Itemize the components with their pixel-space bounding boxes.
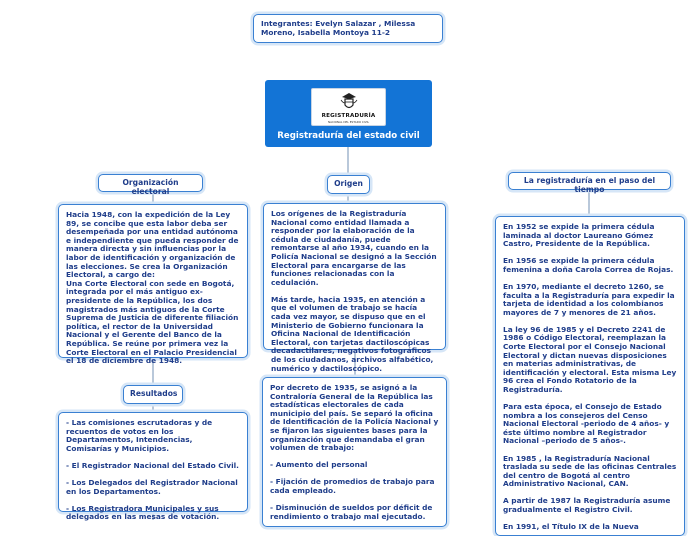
organizacion-detail[interactable]: [58, 204, 248, 366]
paso-del-tiempo-detail[interactable]: [495, 216, 685, 536]
logo-subtitle: NACIONAL DEL ESTADO CIVIL: [327, 120, 370, 124]
root-label: Registraduría del estado civil: [277, 131, 420, 141]
decreto-item: - Disminución de sueldos por déficit de rendimiento o trabajo mal ejecutado.: [270, 503, 433, 521]
organizacion-electoral-topic[interactable]: [98, 174, 203, 196]
origen-topic[interactable]: [327, 175, 370, 194]
timeline-entry: En 1985 , la Registraduría Nacional traslada su sede de las oficinas Centrales del centro de Bogotá al centro Administrativo Nacional, CAN.: [503, 453, 677, 489]
timeline-entry: En 1956 se expide la primera cédula femenina a doña Carola Correa de Rojas.: [503, 256, 674, 274]
coat-of-arms-icon: [339, 91, 359, 111]
resultados-item: - Las comisiones escrutadoras y de recuentos de votos en los Departamentos, Intendencias, Comisarías y Municipios.: [66, 418, 213, 453]
timeline-entry: A partir de 1987 la Registraduría asume gradualmente el Registro Civil.: [503, 496, 671, 515]
decreto-1935-detail[interactable]: [262, 377, 447, 527]
origen-detail[interactable]: [263, 203, 446, 373]
decreto-item: - Fijación de promedios de trabajo para cada empleado.: [270, 477, 435, 495]
timeline-entry: Para esta época, el Consejo de Estado nombra a los consejeros del Censo Nacional Electoral -periodo de 4 años- y éste último nombre al Registrador Nacional –periodo de 5 años-.: [503, 402, 670, 446]
root-topic[interactable]: [265, 80, 432, 147]
integrantes-box[interactable]: [253, 14, 443, 43]
timeline-entry: La ley 96 de 1985 y el Decreto 2241 de 1986 o Código Electoral, reemplazan la Corte Electoral por el Consejo Nacional Electoral y dictan nuevas disposiciones en materias administrativas, de identificación y electoral. Esta misma Ley 96 crea el Fondo Rotatorio de la Registraduría.: [503, 324, 677, 394]
paso-del-tiempo-topic[interactable]: [508, 172, 671, 194]
timeline-entry: En 1991, el Título IX de la Nueva: [503, 522, 639, 532]
origen-paragraph: Los orígenes de la Registraduría Nacional como entidad llamada a responder por la elaboración de la cédula de ciudadanía, puede remontarse al año 1934, cuando en la Policía Nacional se designó a la Sección Electoral para encargarse de las funciones relacionadas con la cedulación.: [271, 209, 437, 287]
registraduria-logo: [311, 88, 386, 126]
timeline-entry: En 1952 se expide la primera cédula laminada al doctor Laureano Gómez Castro, Presidente de la República.: [503, 222, 655, 249]
connector-line: [347, 193, 349, 203]
decreto-paragraph: Por decreto de 1935, se asignó a la Contraloría General de la República las estadísticas electorales de cada municipio del país. Se separó la oficina de Identificación de la Policía Nacional y se fijaron las siguientes bases para la organización que demandaba el gran volumen de trabajo:: [270, 383, 439, 453]
tiempo-label: La registraduría en el paso del tiempo: [523, 176, 656, 194]
origen-label: Origen: [334, 179, 363, 188]
resultados-detail[interactable]: [58, 412, 248, 522]
resultados-item: - El Registrador Nacional del Estado Civil.: [66, 460, 239, 470]
decreto-item: - Aumento del personal: [270, 460, 368, 470]
connector-line: [347, 147, 349, 174]
integrantes-text: Integrantes: Evelyn Salazar , Milessa Moreno, Isabella Montoya 11-2: [261, 19, 416, 37]
resultados-label: Resultados: [130, 389, 178, 398]
organizacion-paragraph: Hacia 1948, con la expedición de la Ley 89, se concibe que esta labor deba ser desempeñada por una entidad autónoma e independiente que pueda responder de manera directa y sin influencias por la labor de identificación y organización de las elecciones. Se crea la Organización Electoral, a cargo de: Una Corte Electoral con sede en Bogotá, integrada por el más antiguo ex-presidente de la República, los dos magistrados más antiguos de la Corte Suprema de Justicia de diferente filiación política, el rector de la Universidad Nacional y el Gerente del Banco de la República. Se reúne por primera vez la Corte Electoral en el Palacio Presidencial el 18 de diciembre de 1948.: [66, 210, 239, 366]
organizacion-label: Organización electoral: [122, 178, 179, 196]
resultados-topic[interactable]: [123, 385, 183, 404]
logo-title: REGISTRADURÍA: [321, 113, 376, 119]
resultados-item: - Los Delegados del Registrador Nacional en los Departamentos.: [66, 477, 238, 496]
resultados-item: - Los Registradora Municipales y sus delegados en las mesas de votación.: [66, 503, 220, 522]
connector-line: [152, 404, 154, 412]
timeline-entry: En 1970, mediante el decreto 1260, se faculta a la Registraduría para expedir la tarjeta de identidad a los colombianos mayores de 7 y menores de 21 años.: [503, 281, 675, 317]
origen-paragraph: Más tarde, hacia 1935, en atención a que el volumen de trabajo se hacía cada vez mayor, se dispuso que en el Ministerio de Gobierno funcionara la Oficina Nacional de Identificación Electoral, con tarjetas dactiloscópicas decadactilares, negativos fotográficos de los ciudadanos, archivos alfabético, numérico y dactiloscópico.: [271, 294, 434, 373]
